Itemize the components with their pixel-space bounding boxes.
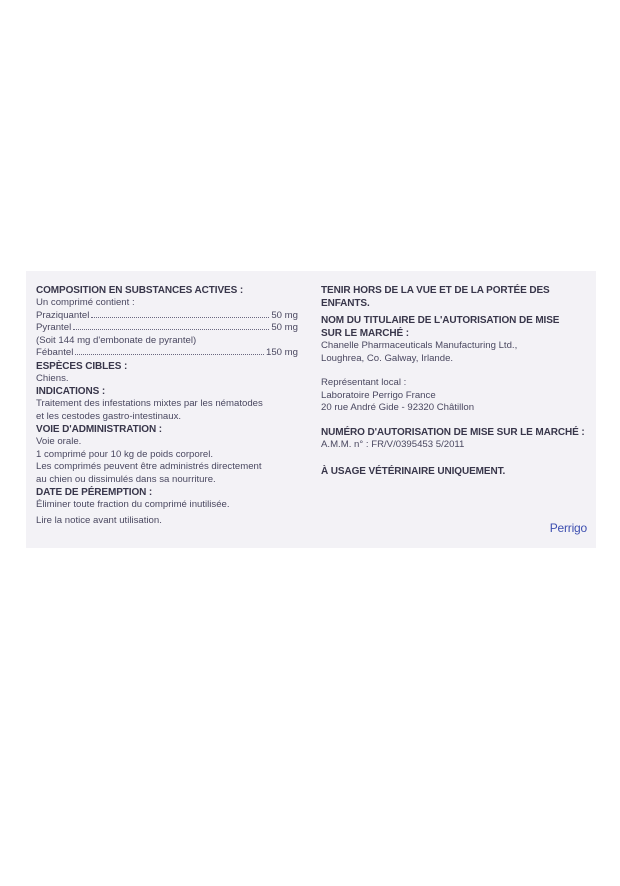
spacer [321,415,591,426]
holder-line: Loughrea, Co. Galway, Irlande. [321,352,454,364]
expiry-line: Éliminer toute fraction du comprimé inutilisée. [36,499,230,510]
ama-heading: NUMÉRO D'AUTORISATION DE MISE SUR LE MARCHÉ : [321,426,585,438]
ingredient-row-febantel [36,347,298,360]
route-line: au chien ou dissimulés dans sa nourriture. [36,473,216,485]
ingredient-row-pyrantel [36,322,298,335]
left-column [36,284,298,527]
ingredient-name: Fébantel [36,347,74,358]
local-rep-line: Représentant local : [321,377,407,388]
indications-line: Traitement des infestations mixtes par les nématodes [36,398,263,409]
expiry-line: Lire la notice avant utilisation. [36,514,162,526]
ingredient-dose: 50 mg [271,322,298,333]
ingredient-name: Pyrantel [36,322,72,333]
keep-away-warning: TENIR HORS DE LA VUE ET DE LA PORTÉE DES ENFANTS. [321,285,550,309]
dot-leader [75,354,264,355]
veterinary-use-notice: À USAGE VÉTÉRINAIRE UNIQUEMENT. [321,466,506,477]
holder-heading-line: NOM DU TITULAIRE DE L'AUTORISATION DE MISE [321,315,560,326]
local-rep-line: 20 rue André Gide - 92320 Châtillon [321,402,475,413]
spacer [321,451,591,465]
expiry-heading: DATE DE PÉREMPTION : [36,487,153,498]
holder-heading-line: SUR LE MARCHÉ : [321,328,409,339]
route-line: Voie orale. [36,436,82,447]
route-line: 1 comprimé pour 10 kg de poids corporel. [36,448,214,460]
carton-panel [26,271,596,548]
species-heading: ESPÈCES CIBLES : [36,360,128,372]
indications-line: et les cestodes gastro-intestinaux. [36,410,182,422]
holder-line: Chanelle Pharmaceuticals Manufacturing Ltd., [321,340,518,351]
route-heading: VOIE D'ADMINISTRATION : [36,424,163,435]
ingredient-row-praziquantel [36,310,298,323]
ingredient-dose: 150 mg [266,347,298,358]
perrigo-logo: Perrigo [549,521,587,535]
local-rep-line: Laboratoire Perrigo France [321,389,436,401]
composition-heading: COMPOSITION EN SUBSTANCES ACTIVES : [36,285,244,296]
species-text: Chiens. [36,372,69,384]
right-column [321,284,591,478]
ingredient-name: Praziquantel [36,309,90,321]
indications-heading: INDICATIONS : [36,386,106,397]
composition-intro: Un comprimé contient : [36,297,135,308]
route-line: Les comprimés peuvent être administrés directement [36,461,262,472]
spacer [321,365,591,377]
pyrantel-note: (Soit 144 mg d'embonate de pyrantel) [36,334,197,346]
ingredient-dose: 50 mg [271,309,298,321]
dot-leader [91,317,269,318]
dot-leader [73,329,269,330]
ama-number: A.M.M. n° : FR/V/0395453 5/2011 [321,438,465,450]
